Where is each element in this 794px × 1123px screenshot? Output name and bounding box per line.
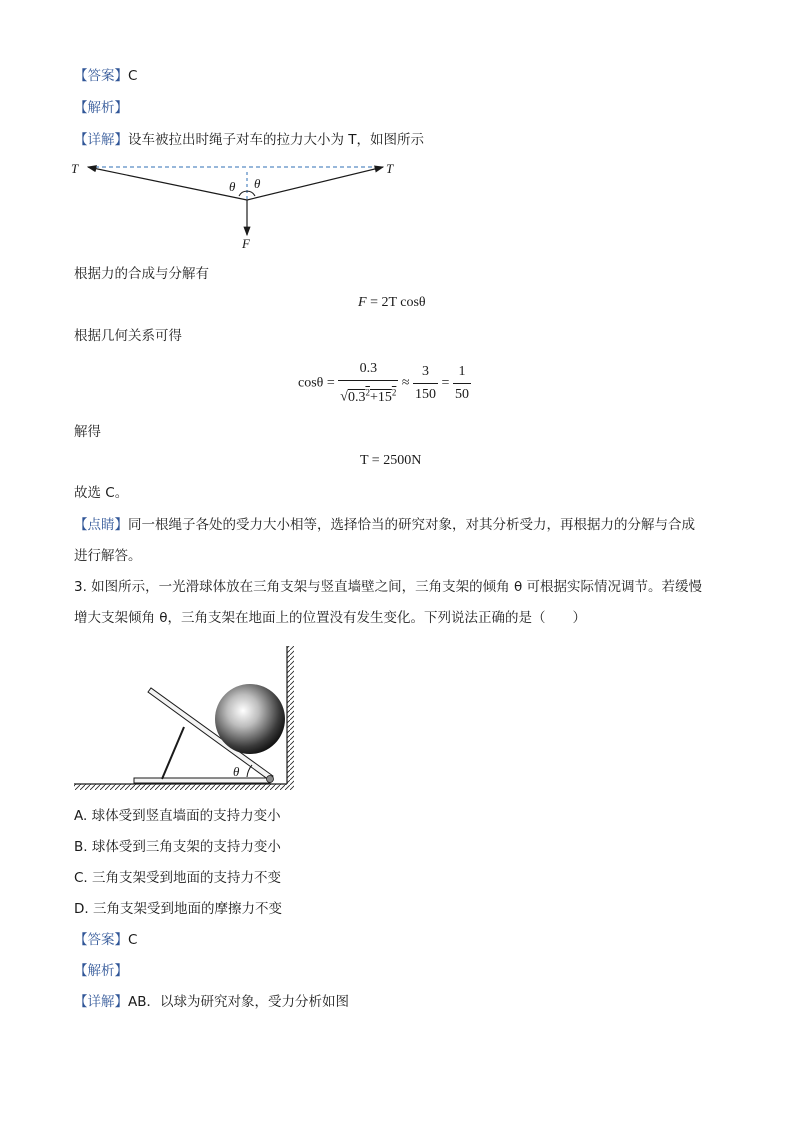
answer-tag: 【答案】 bbox=[74, 68, 128, 84]
eq2-den-b: +15 bbox=[369, 389, 392, 405]
option-B: B. 球体受到三角支架的支持力变小 bbox=[74, 839, 281, 855]
eq2-lhs: cosθ = bbox=[298, 375, 335, 391]
q3-theta-label: θ bbox=[233, 764, 240, 779]
eq2-den-a: 0.3 bbox=[347, 389, 366, 405]
option-D: D. 三角支架受到地面的摩擦力不变 bbox=[74, 901, 282, 917]
q3-detail-text: AB．以球为研究对象，受力分析如图 bbox=[128, 994, 349, 1010]
composition-text: 根据力的合成与分解有 bbox=[74, 266, 209, 282]
label-theta-left: θ bbox=[229, 179, 236, 194]
geometry-text: 根据几何关系可得 bbox=[74, 328, 182, 344]
answer-value: C bbox=[128, 68, 138, 84]
eq2-exp-b: 2 bbox=[391, 387, 397, 397]
choose-text: 故选 C。 bbox=[74, 485, 129, 501]
q3-detail-tag: 【详解】 bbox=[74, 994, 128, 1010]
detail-text: 设车被拉出时绳子对车的拉力大小为 T，如图所示 bbox=[128, 132, 425, 148]
label-theta-right: θ bbox=[254, 176, 261, 191]
comment-text-1: 同一根绳子各处的受力大小相等，选择恰当的研究对象，对其分析受力，再根据力的分解与合成 bbox=[128, 517, 695, 533]
eq1-rhs: = 2T cosθ bbox=[370, 295, 426, 310]
equation-3: T = 2500N bbox=[360, 453, 422, 468]
label-T-left: T bbox=[71, 161, 79, 176]
support-base-plate bbox=[134, 778, 270, 783]
comment-line-2: 进行解答。 bbox=[74, 548, 142, 564]
eq2-frac2-den: 150 bbox=[415, 386, 437, 402]
analysis-tag: 【解析】 bbox=[74, 100, 128, 116]
label-F: F bbox=[242, 236, 250, 251]
support-strut bbox=[162, 727, 184, 779]
wall-hatch bbox=[287, 646, 294, 784]
label-T-right: T bbox=[386, 161, 394, 176]
q3-detail-line bbox=[74, 992, 349, 1012]
q3-answer-line bbox=[74, 930, 137, 950]
eq2-frac2-num: 3 bbox=[413, 361, 438, 384]
eq2-exp-a: 2 bbox=[365, 387, 370, 397]
eq2-frac1-den: $√0.3^2+15^2$ bbox=[340, 387, 397, 405]
q3-analysis-tag: 【解析】 bbox=[74, 963, 128, 979]
q3-stem-line-2: 增大支架倾角 θ，三角支架在地面上的位置没有发生变化。下列说法正确的是（ ） bbox=[74, 610, 587, 626]
detail-tag: 【详解】 bbox=[74, 132, 128, 148]
eq2-equals: = bbox=[441, 375, 450, 391]
q3-answer-tag: 【答案】 bbox=[74, 932, 128, 948]
q3-analysis-line bbox=[74, 961, 128, 981]
eq2-approx: ≈ bbox=[401, 375, 410, 391]
solve-text: 解得 bbox=[74, 424, 101, 440]
option-C: C. 三角支架受到地面的支持力不变 bbox=[74, 870, 282, 886]
eq2-frac3-num: 1 bbox=[453, 361, 471, 384]
option-A: A. 球体受到竖直墙面的支持力变小 bbox=[74, 808, 281, 824]
eq1-lhs: F bbox=[358, 295, 367, 310]
q3-stem-line-1: 3. 如图所示，一光滑球体放在三角支架与竖直墙壁之间，三角支架的倾角 θ 可根据实际情况调节。若缓慢 bbox=[74, 579, 703, 595]
ground-hatch bbox=[74, 784, 294, 790]
eq2-frac3-den: 50 bbox=[454, 386, 469, 402]
comment-tag: 【点睛】 bbox=[74, 517, 128, 533]
q3-answer-value: C bbox=[128, 932, 138, 948]
sphere bbox=[215, 684, 285, 754]
eq2-frac1-num: 0.3 bbox=[338, 358, 398, 381]
hinge bbox=[267, 776, 274, 783]
